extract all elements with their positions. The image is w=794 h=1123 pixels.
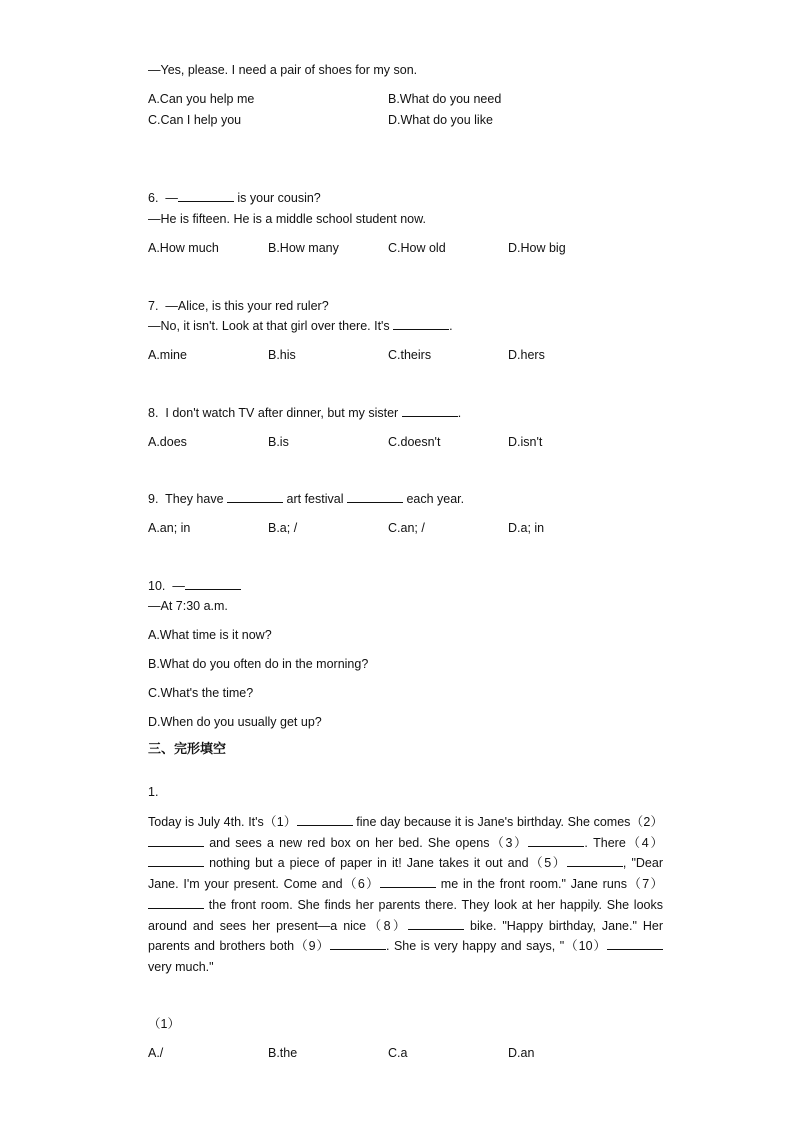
cloze-sub1-option-b[interactable]: B.the	[268, 1046, 298, 1060]
passage-text: and sees a new red box on her bed. She opens（3）	[204, 835, 529, 850]
q7-blank[interactable]	[393, 318, 449, 330]
q9-option-a[interactable]: A.an; in	[148, 521, 191, 535]
q9-option-b[interactable]: B.a; /	[268, 521, 298, 535]
cloze-blank[interactable]	[148, 835, 204, 847]
cloze-blank[interactable]	[380, 876, 436, 888]
cloze-blank[interactable]	[297, 814, 353, 826]
cloze-blank[interactable]	[148, 897, 204, 909]
cloze-sub1-option-d[interactable]: D.an	[508, 1046, 535, 1060]
cloze-number: 1.	[148, 785, 159, 799]
q10-option-c[interactable]: C.What's the time?	[148, 686, 254, 700]
q9-text-part2: art festival	[286, 492, 344, 506]
q5-answer-line: —Yes, please. I need a pair of shoes for my son.	[148, 63, 418, 77]
passage-text: fine day because it is Jane's birthday. She comes（2）	[352, 815, 664, 829]
cloze-blank[interactable]	[607, 938, 663, 950]
q5-option-c[interactable]: C.Can I help you	[148, 113, 242, 127]
passage-text: the front room. She finds her parents there. They look at her happily. She looks around and sees her present—a nice（8）	[148, 897, 663, 933]
passage-text: very much."	[148, 959, 214, 974]
q5-option-d[interactable]: D.What do you like	[388, 113, 493, 127]
q6-question-line	[148, 190, 321, 206]
q6-blank[interactable]	[178, 190, 234, 202]
q7-question-line	[148, 298, 329, 314]
cloze-blank[interactable]	[330, 938, 386, 950]
passage-text: bike. "Happy birthday, Jane." Her parents and brothers both（9）	[148, 918, 664, 954]
q9-option-c[interactable]: C.an; /	[388, 521, 425, 535]
q6-option-a[interactable]: A.How much	[148, 241, 219, 255]
q7-answer-text: —No, it isn't. Look at that girl over there. It's	[148, 319, 390, 333]
q7-answer-line	[148, 318, 453, 334]
passage-text: , "Dear Jane. I'm your present. Come and（6）	[148, 856, 663, 892]
q8-option-a[interactable]: A.does	[148, 435, 187, 449]
q8-option-d[interactable]: D.isn't	[508, 435, 543, 449]
q6-number: 6.	[148, 191, 159, 205]
q5-option-b[interactable]: B.What do you need	[388, 92, 502, 106]
q10-option-a[interactable]: A.What time is it now?	[148, 628, 272, 642]
q8-question-text: I don't watch TV after dinner, but my sister	[165, 406, 399, 420]
q6-option-b[interactable]: B.How many	[268, 241, 339, 255]
q10-answer-line: —At 7:30 a.m.	[148, 599, 228, 613]
cloze-passage	[148, 812, 663, 978]
q7-number: 7.	[148, 299, 159, 313]
q7-option-b[interactable]: B.his	[268, 348, 296, 362]
passage-text: nothing but a piece of paper in it! Jane takes it out and（5）	[204, 856, 567, 871]
q6-question-text: is your cousin?	[237, 191, 321, 205]
q8-question-line	[148, 405, 461, 421]
q8-period: .	[457, 406, 462, 420]
q6-option-c[interactable]: C.How old	[388, 241, 446, 255]
q7-period: .	[449, 319, 453, 333]
cloze-blank[interactable]	[567, 855, 623, 867]
q9-text-part3: each year.	[406, 492, 465, 506]
q10-blank[interactable]	[185, 578, 241, 590]
q9-text-part1: They have	[165, 492, 224, 506]
section-title: 三、完形填空	[148, 742, 227, 757]
q9-question-line	[148, 491, 464, 507]
cloze-sub1-option-a[interactable]: A./	[148, 1046, 164, 1060]
q8-option-b[interactable]: B.is	[268, 435, 289, 449]
q9-option-d[interactable]: D.a; in	[508, 521, 545, 535]
passage-text: Today is July 4th. It's（1）	[148, 815, 297, 829]
q10-option-b[interactable]: B.What do you often do in the morning?	[148, 657, 369, 671]
cloze-sub1-label: （1）	[148, 1017, 180, 1031]
cloze-blank[interactable]	[408, 918, 464, 930]
q8-option-c[interactable]: C.doesn't	[388, 435, 441, 449]
q10-question-line	[148, 578, 241, 594]
q9-blank-2[interactable]	[347, 491, 403, 503]
q10-number: 10.	[148, 579, 166, 593]
q5-option-a[interactable]: A.Can you help me	[148, 92, 255, 106]
q7-option-a[interactable]: A.mine	[148, 348, 187, 362]
q6-dash: —	[165, 191, 178, 205]
q8-blank[interactable]	[402, 405, 458, 417]
passage-text: me in the front room." Jane runs（7）	[435, 877, 663, 892]
cloze-blank[interactable]	[148, 855, 204, 867]
q7-question-text: —Alice, is this your red ruler?	[165, 299, 329, 313]
cloze-blank[interactable]	[528, 835, 584, 847]
q6-option-d[interactable]: D.How big	[508, 241, 566, 255]
q6-answer-line: —He is fifteen. He is a middle school student now.	[148, 212, 426, 226]
q9-number: 9.	[148, 492, 159, 506]
q10-option-d[interactable]: D.When do you usually get up?	[148, 715, 322, 729]
passage-text: . There（4）	[584, 835, 663, 850]
q8-number: 8.	[148, 406, 159, 420]
q10-dash: —	[172, 579, 185, 593]
q9-blank-1[interactable]	[227, 491, 283, 503]
passage-text: . She is very happy and says, "（10）	[386, 939, 607, 954]
cloze-sub1-option-c[interactable]: C.a	[388, 1046, 408, 1060]
q7-option-d[interactable]: D.hers	[508, 348, 545, 362]
q7-option-c[interactable]: C.theirs	[388, 348, 432, 362]
